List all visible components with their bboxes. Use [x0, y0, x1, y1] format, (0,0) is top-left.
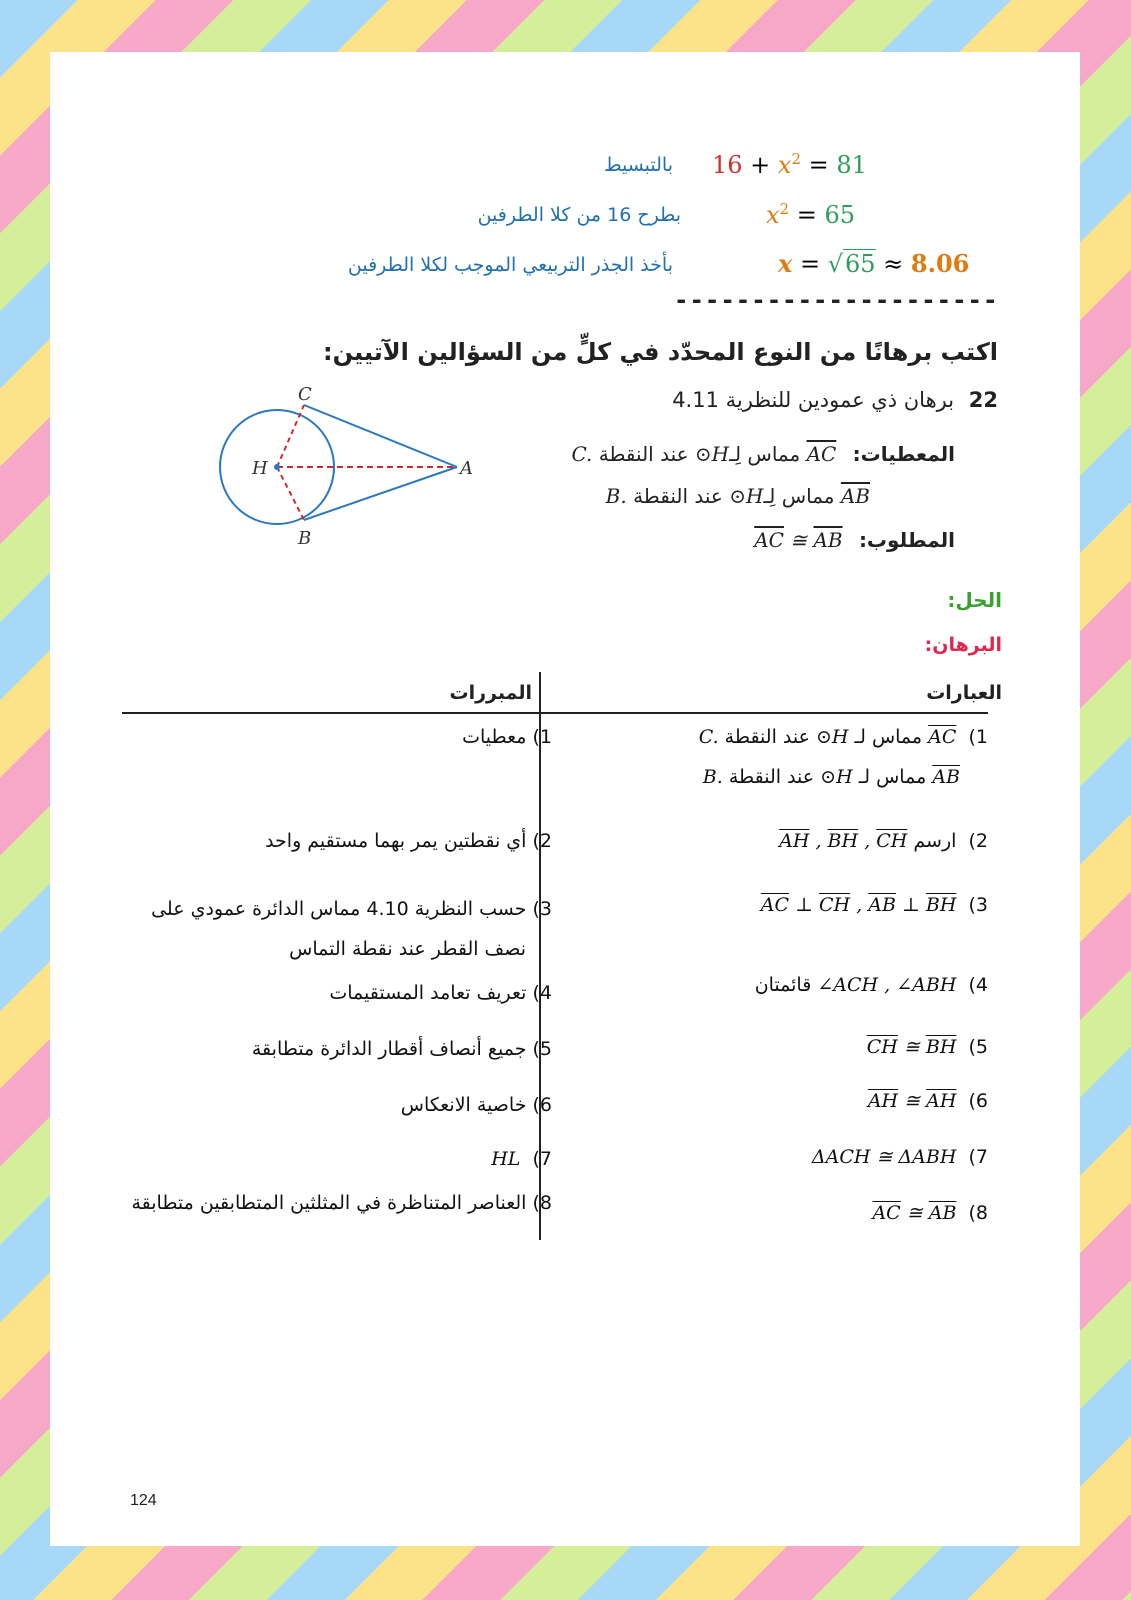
statement-7: 7) ΔACH ≅ ΔABH: [811, 1146, 988, 1168]
statement-1b: $\overline{AB}$ مماس لـ ⊙H عند النقطة B.: [702, 766, 960, 788]
page-number: 124: [130, 1492, 157, 1509]
label-b: B: [298, 528, 312, 549]
statement-6: 6) $\overline{AH}$ ≅ $\overline{AH}$: [867, 1090, 988, 1112]
instruction: اكتب برهانًا من النوع المحدّد في كلٍّ من السؤالين الآتيين:: [322, 338, 998, 366]
reason-3b: نصف القطر عند نقطة التماس: [289, 938, 526, 960]
given-point-b: B.: [605, 484, 627, 508]
reason-5: 5) جميع أنصاف أقطار الدائرة متطابقة: [251, 1038, 552, 1060]
equation-step-1: $16 + x^2 = 81$: [712, 150, 867, 179]
equation-step-3: x = √65 ≈ 8.06: [778, 249, 970, 278]
statement-1a-text: مماس لـ: [854, 726, 923, 748]
label-c: C: [298, 384, 312, 405]
radius-hb: [277, 467, 304, 520]
question-title: برهان ذي عمودين للنظرية 4.11: [672, 388, 955, 412]
equation-step-2: $x^2 = 65$: [766, 200, 856, 229]
reason-2: 2) أي نقطتين يمر بهما مستقيم واحد: [265, 830, 552, 852]
proof-label: البرهان:: [924, 634, 1002, 656]
reason-step-2: بطرح 16 من كلا الطرفين: [477, 204, 681, 226]
statement-1b-point: عند النقطة: [728, 766, 815, 788]
given-tangent-text-1: مماس لِـ: [729, 442, 801, 466]
reason-8: 8) العناصر المتناظرة في المثلثين المتطابقين متطابقة: [131, 1192, 552, 1214]
given-point-text-2: عند النقطة: [633, 484, 723, 508]
statement-2: 2) ارسم $\overline{AH}$ , $\overline{BH}$ , $\overline{CH}$: [779, 830, 988, 852]
reasons-header: المبررات: [449, 682, 532, 704]
given-point-text-1: عند النقطة: [598, 442, 689, 466]
statement-4-text: قائمتان: [754, 974, 812, 996]
given-tangent-text-2: مماس لِـ: [763, 484, 835, 508]
reason-step-1: بالتبسيط: [603, 154, 673, 176]
statement-3: 3) $\overline{AC}$ ⊥ $\overline{CH}$ , $\overline{AB}$ ⊥ $\overline{BH}$: [760, 894, 988, 916]
statement-5: 5) $\overline{CH}$ ≅ $\overline{BH}$: [866, 1036, 988, 1058]
statement-2-text: ارسم: [913, 830, 957, 852]
statement-1a-point: عند النقطة: [724, 726, 810, 748]
given-point-c: C.: [571, 442, 593, 466]
reason-3a: 3) حسب النظرية 4.10 مماس الدائرة عمودي على: [151, 898, 552, 920]
table-divider-horizontal: [122, 712, 988, 714]
separator: ---------------------: [674, 286, 999, 314]
page: [50, 52, 1080, 1546]
reason-7: 7) HL: [491, 1148, 552, 1170]
reason-6: 6) خاصية الانعكاس: [400, 1094, 552, 1116]
tangent-ac: [304, 405, 457, 467]
required-label: المطلوب:: [858, 528, 955, 552]
statement-8: 8) $\overline{AC}$ ≅ $\overline{AB}$: [872, 1202, 988, 1224]
label-h: H: [252, 458, 268, 479]
reason-4: 4) تعريف تعامد المستقيمات: [329, 982, 552, 1004]
given-label: المعطيات:: [852, 442, 955, 466]
reason-1: 1) معطيات: [462, 726, 552, 748]
required-line: المطلوب: $\overline{AC}$ ≅ $\overline{AB}$: [754, 528, 955, 552]
center-point: [274, 464, 280, 470]
question-number: 22: [968, 388, 998, 412]
label-a: A: [460, 458, 473, 479]
given-line-1: المعطيات: $\overline{AC}$ مماس لِـ⊙H عند النقطة C.: [571, 442, 955, 466]
geometry-diagram: [210, 382, 500, 552]
statement-1a: 1) $\overline{AC}$ مماس لـ ⊙H عند النقطة C.: [698, 726, 988, 748]
statement-4: 4) ∠ACH , ∠ABH قائمتان: [754, 974, 988, 996]
question-22: [672, 388, 998, 412]
given-line-2: $\overline{AB}$ مماس لِـ⊙H عند النقطة B.: [605, 484, 870, 508]
reason-step-3: بأخذ الجذر التربيعي الموجب لكلا الطرفين: [347, 254, 673, 276]
solution-label: الحل:: [947, 588, 1002, 612]
radius-hc: [277, 405, 304, 467]
statement-1b-text: مماس لـ: [858, 766, 927, 788]
statements-header: العبارات: [926, 682, 1002, 704]
